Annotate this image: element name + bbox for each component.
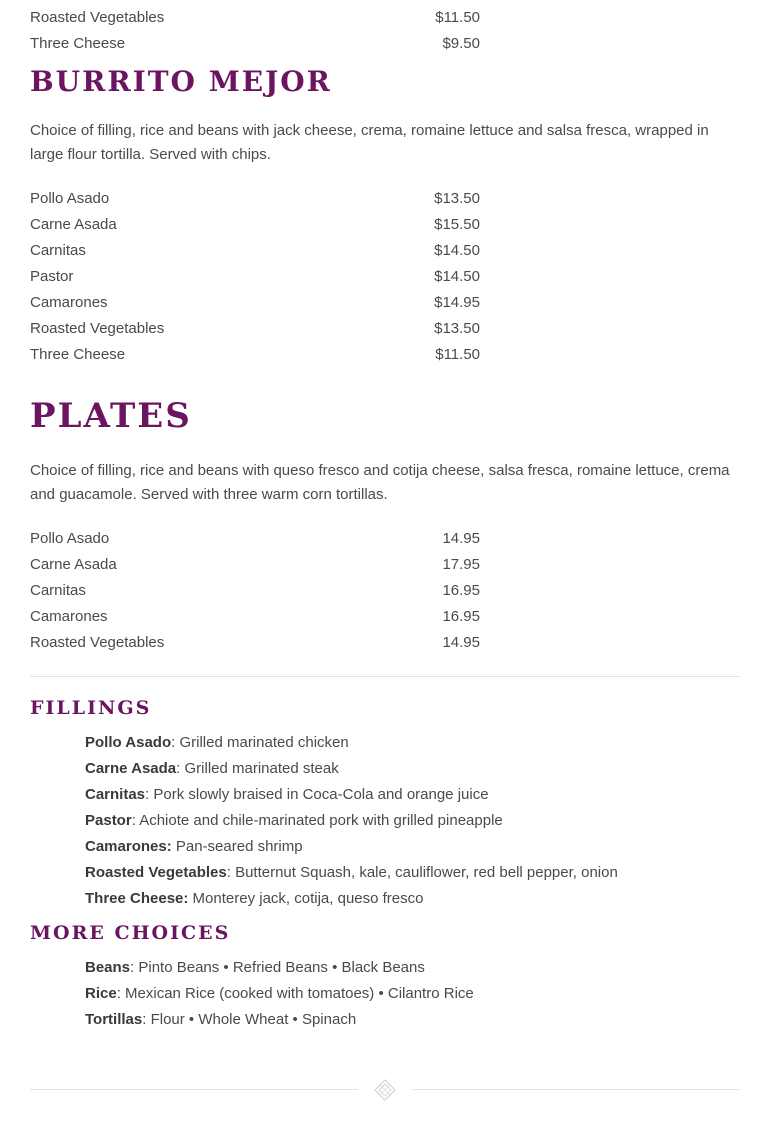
section-title-fillings: FILLINGS [30,697,152,719]
filling-description: Achiote and chile-marinated pork with grilled pineapple [135,811,503,829]
choice-description: Pinto Beans • Refried Beans • Black Beans [134,958,425,976]
filling-item [30,833,618,859]
item-price: $9.50 [442,34,480,52]
item-price: $14.95 [434,293,480,311]
filling-description: Pan-seared shrimp [171,837,303,855]
item-name: Carne Asada [30,555,117,573]
item-name: Pastor [30,267,74,285]
menu-item [30,341,480,367]
filling-item: Roasted Vegetables : Butternut Squash, kale, cauliflower, red bell pepper, onion [85,863,618,881]
menu-item [30,263,480,289]
choice-term: Tortillas [85,1010,143,1028]
section-description-plates: Choice of filling, rice and beans with queso fresco and cotija cheese, salsa fresca, romaine lettuce, crema and guacamole. Served with three warm corn tortillas. [30,462,730,503]
filling-description: Pork slowly braised in Coca-Cola and orange juice [149,785,489,803]
menu-item [30,185,480,211]
item-price: 14.95 [442,529,480,547]
filling-description: Monterey jack, cotija, queso fresco [188,889,424,907]
item-price: $13.50 [434,189,480,207]
filling-item [30,885,618,911]
burrito-items-list [30,185,480,367]
section-title-more-choices: MORE CHOICES [30,922,231,944]
filling-term: Camarones: [85,837,172,855]
item-price: $11.50 [435,345,480,363]
footer-divider-right [412,1089,740,1090]
diamond-ornament-icon [373,1078,397,1102]
item-name: Carne Asada [30,215,117,233]
filling-term: Carne Asada [85,759,177,777]
item-price: $15.50 [434,215,480,233]
menu-item [30,551,480,577]
filling-item: Carne Asada : Grilled marinated steak [85,759,339,777]
filling-term: Carnitas [85,785,146,803]
filling-description: Grilled marinated steak [180,759,339,777]
choice-item: Beans : Pinto Beans • Refried Beans • Black Beans [85,958,425,976]
section-title-burrito: BURRITO MEJOR [30,65,332,98]
footer-divider-left [30,1089,358,1090]
filling-item: Carnitas : Pork slowly braised in Coca-Cola and orange juice [85,785,489,803]
choice-description: Mexican Rice (cooked with tomatoes) • Cilantro Rice [120,984,474,1002]
filling-term: Pastor [85,811,132,829]
fillings-list [30,729,618,911]
menu-item [30,603,480,629]
menu-item [30,525,480,551]
item-name: Pollo Asado [30,189,110,207]
menu-item [30,629,480,655]
item-name: Roasted Vegetables [30,8,165,26]
top-items-list [30,4,480,56]
item-name: Carnitas [30,581,86,599]
item-name: Carnitas [30,241,86,259]
choice-item: Rice : Mexican Rice (cooked with tomatoes) • Cilantro Rice [85,984,474,1002]
plates-items-list [30,525,480,655]
menu-item [30,237,480,263]
more-choices-list [30,954,474,1032]
item-price: $14.50 [434,267,480,285]
menu-item [30,211,480,237]
menu-item [30,30,480,56]
item-price: $13.50 [434,319,480,337]
menu-item [30,577,480,603]
item-name: Roasted Vegetables [30,633,165,651]
filling-item: Pollo Asado : Grilled marinated chicken [85,733,349,751]
item-price: 16.95 [442,607,480,625]
choice-description: Flour • Whole Wheat • Spinach [146,1010,357,1028]
item-price: $11.50 [435,8,480,26]
menu-item [30,315,480,341]
filling-description: Butternut Squash, kale, cauliflower, red bell pepper, onion [230,863,618,881]
item-name: Camarones [30,293,108,311]
item-price: 14.95 [442,633,480,651]
choice-term: Beans [85,958,131,976]
item-name: Three Cheese [30,34,126,52]
filling-item: Pastor : Achiote and chile-marinated pork with grilled pineapple [85,811,503,829]
section-divider [30,676,740,677]
item-name: Three Cheese [30,345,126,363]
item-name: Pollo Asado [30,529,110,547]
item-name: Camarones [30,607,108,625]
filling-term: Roasted Vegetables [85,863,227,881]
choice-term: Rice [85,984,117,1002]
menu-item [30,289,480,315]
menu-item [30,4,480,30]
item-name: Roasted Vegetables [30,319,165,337]
section-description-burrito: Choice of filling, rice and beans with jack cheese, crema, romaine lettuce and salsa fresca, wrapped in large flour tortilla. Served with chips. [30,122,709,163]
filling-term: Pollo Asado [85,733,172,751]
filling-description: Grilled marinated chicken [175,733,349,751]
item-price: 17.95 [442,555,480,573]
filling-term: Three Cheese: [85,889,189,907]
section-title-plates: PLATES [30,396,192,436]
choice-item: Tortillas : Flour • Whole Wheat • Spinach [85,1010,357,1028]
item-price: $14.50 [434,241,480,259]
item-price: 16.95 [442,581,480,599]
